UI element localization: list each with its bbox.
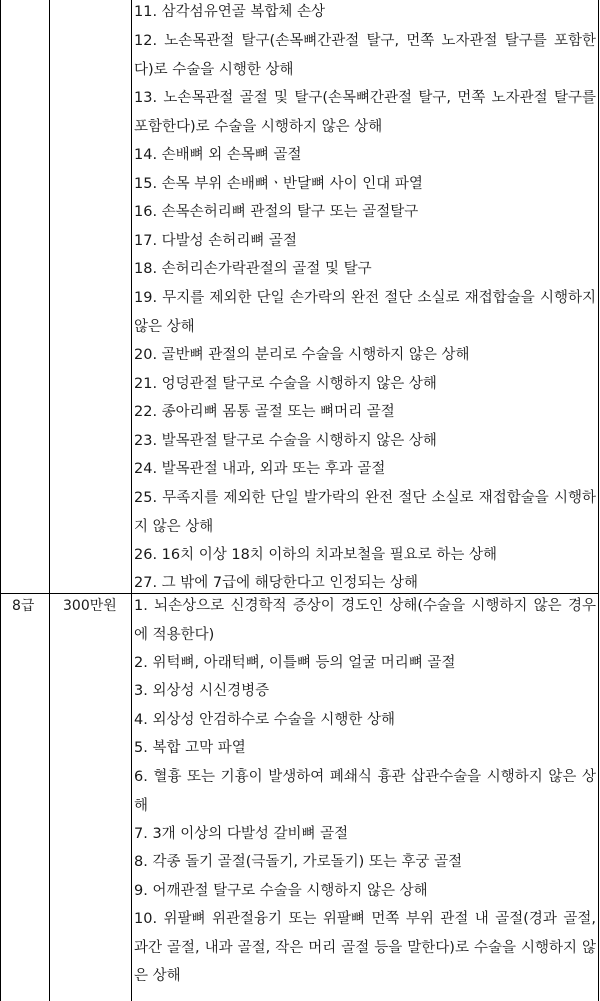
column-divider-grade	[49, 0, 50, 1001]
list-item: 26. 16치 이상 18치 이하의 치과보철을 필요로 하는 상해	[134, 547, 497, 563]
table-right-border	[598, 0, 599, 1001]
list-item: 16. 손목손허리뼈 관절의 탈구 또는 골절탈구	[134, 204, 419, 220]
list-item: 24. 발목관절 내과, 외과 또는 후과 골절	[134, 461, 386, 477]
list-item: 17. 다발성 손허리뼈 골절	[134, 233, 297, 249]
list-item: 7. 3개 이상의 다발성 갈비뼈 골절	[134, 826, 349, 842]
list-item: 6. 혈흉 또는 기흉이 발생하여 폐쇄식 흉관 삽관수술을 시행하지 않은 상해	[134, 769, 596, 814]
list-item: 2. 위턱뼈, 아래턱뼈, 이틀뼈 등의 얼굴 머리뼈 골절	[134, 655, 456, 671]
list-item: 4. 외상성 안검하수로 수술을 시행한 상해	[134, 712, 395, 728]
list-item: 22. 종아리뼈 몸통 골절 또는 뼈머리 골절	[134, 404, 395, 420]
list-item: 5. 복합 고막 파열	[134, 740, 246, 756]
list-item: 13. 노손목관절 골절 및 탈구(손목뼈간관절 탈구, 먼쪽 노자관절 탈구를 포함한다)로 수술을 시행하지 않은 상해	[134, 90, 596, 135]
grade-cell: 8급	[12, 598, 35, 614]
list-item: 21. 엉덩관절 탈구로 수술을 시행하지 않은 상해	[134, 376, 437, 392]
list-item: 14. 손배뼈 외 손목뼈 골절	[134, 147, 302, 163]
list-item: 1. 뇌손상으로 신경학적 증상이 경도인 상해(수술을 시행하지 않은 경우에 적용한다)	[134, 598, 596, 643]
list-item: 15. 손목 부위 손배뼈ㆍ반달뼈 사이 인대 파열	[134, 176, 423, 192]
list-item: 10. 위팔뼈 위관절융기 또는 위팔뼈 먼쪽 부위 관절 내 골절(경과 골절, 과간 골절, 내과 골절, 작은 머리 골절 등을 말한다)로 수술을 시행하지 않은 상해	[134, 911, 596, 985]
list-item: 23. 발목관절 탈구로 수술을 시행하지 않은 상해	[134, 433, 437, 449]
list-item: 11. 삼각섬유연골 복합체 손상	[134, 4, 325, 20]
list-item: 27. 그 밖에 7급에 해당한다고 인정되는 상해	[134, 575, 419, 591]
column-divider-amount	[131, 0, 132, 1001]
list-item: 18. 손허리손가락관절의 골절 및 탈구	[134, 261, 372, 277]
list-item: 9. 어깨관절 탈구로 수술을 시행하지 않은 상해	[134, 883, 428, 899]
list-item: 12. 노손목관절 탈구(손목뼈간관절 탈구, 먼쪽 노자관절 탈구를 포함한다)로 수술을 시행한 상해	[134, 33, 596, 78]
list-item: 8. 각종 돌기 골절(극돌기, 가로돌기) 또는 후궁 골절	[134, 854, 463, 870]
amount-cell: 300만원	[63, 598, 117, 614]
list-item: 20. 골반뼈 관절의 분리로 수술을 시행하지 않은 상해	[134, 347, 470, 363]
list-item: 19. 무지를 제외한 단일 손가락의 완전 절단 소실로 재접합술을 시행하지 않은 상해	[134, 290, 596, 335]
table-left-border	[0, 0, 1, 1001]
list-item: 3. 외상성 시신경병증	[134, 683, 270, 699]
list-item: 25. 무족지를 제외한 단일 발가락의 완전 절단 소실로 재접합술을 시행하지 않은 상해	[134, 490, 596, 535]
